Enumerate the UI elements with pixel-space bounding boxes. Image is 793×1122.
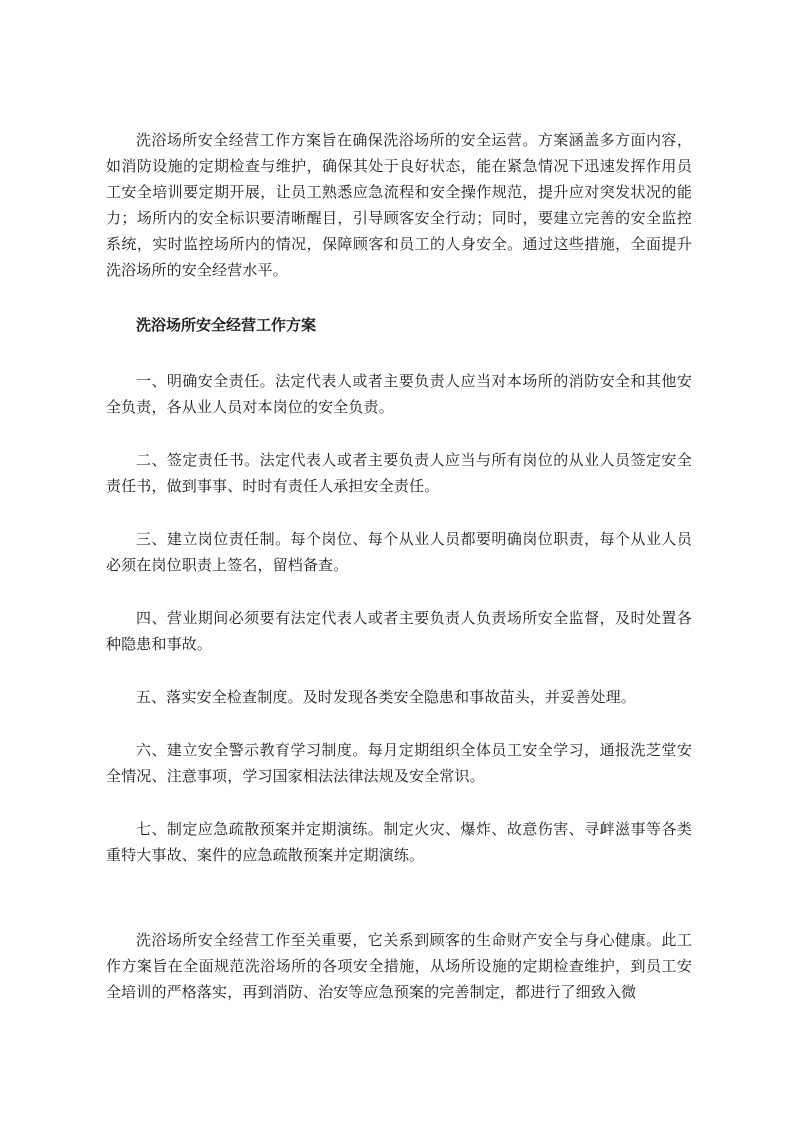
document-title: 洗浴场所安全经营工作方案 — [136, 316, 317, 334]
item-5-paragraph: 五、落实安全检查制度。及时发现各类安全隐患和事故苗头，并妥善处理。 — [136, 688, 636, 706]
item-7-paragraph: 七、制定应急疏散预案并定期演练。制定火灾、爆炸、故意伤害、寻衅滋事等各类重特大事故、案件的应急疏散预案并定期演练。 — [106, 820, 692, 864]
item-2-paragraph: 二、签定责任书。法定代表人或者主要负责人应当与所有岗位的从业人员签定安全责任书，做到事事、时时有责任人承担安全责任。 — [106, 451, 692, 495]
item-1-paragraph: 一、明确安全责任。法定代表人或者主要负责人应当对本场所的消防安全和其他安全负责，各从业人员对本岗位的安全负责。 — [106, 372, 692, 416]
item-4-paragraph: 四、营业期间必须要有法定代表人或者主要负责人负责场所安全监督，及时处置各种隐患和事故。 — [106, 609, 692, 653]
item-3-paragraph: 三、建立岗位责任制。每个岗位、每个从业人员都要明确岗位职责，每个从业人员必须在岗位职责上签名，留档备查。 — [106, 530, 692, 574]
intro-paragraph: 洗浴场所安全经营工作方案旨在确保洗浴场所的安全运营。方案涵盖多方面内容，如消防设施的定期检查与维护，确保其处于良好状态，能在紧急情况下迅速发挥作用员工安全培训要定期开展，让员工熟悉应急流程和安全操作规范，提升应对突发状况的能力；场所内的安全标识要清晰醒目，引导顾客安全行动；同时，要建立完善的安全监控系统，实时监控场所内的情况，保障顾客和员工的人身安全。通过这些措施，全面提升洗浴场所的安全经营水平。 — [106, 131, 692, 279]
conclusion-paragraph: 洗浴场所安全经营工作至关重要，它关系到顾客的生命财产安全与身心健康。此工作方案旨在全面规范洗浴场所的各项安全措施，从场所设施的定期检查维护，到员工安全培训的严格落实，再到消防、治安等应急预案的完善制定，都进行了细致入微 — [106, 931, 692, 1001]
item-6-paragraph: 六、建立安全警示教育学习制度。每月定期组织全体员工安全学习，通报洗芝堂安全情况、注意事项，学习国家相法法律法规及安全常识。 — [106, 741, 692, 785]
